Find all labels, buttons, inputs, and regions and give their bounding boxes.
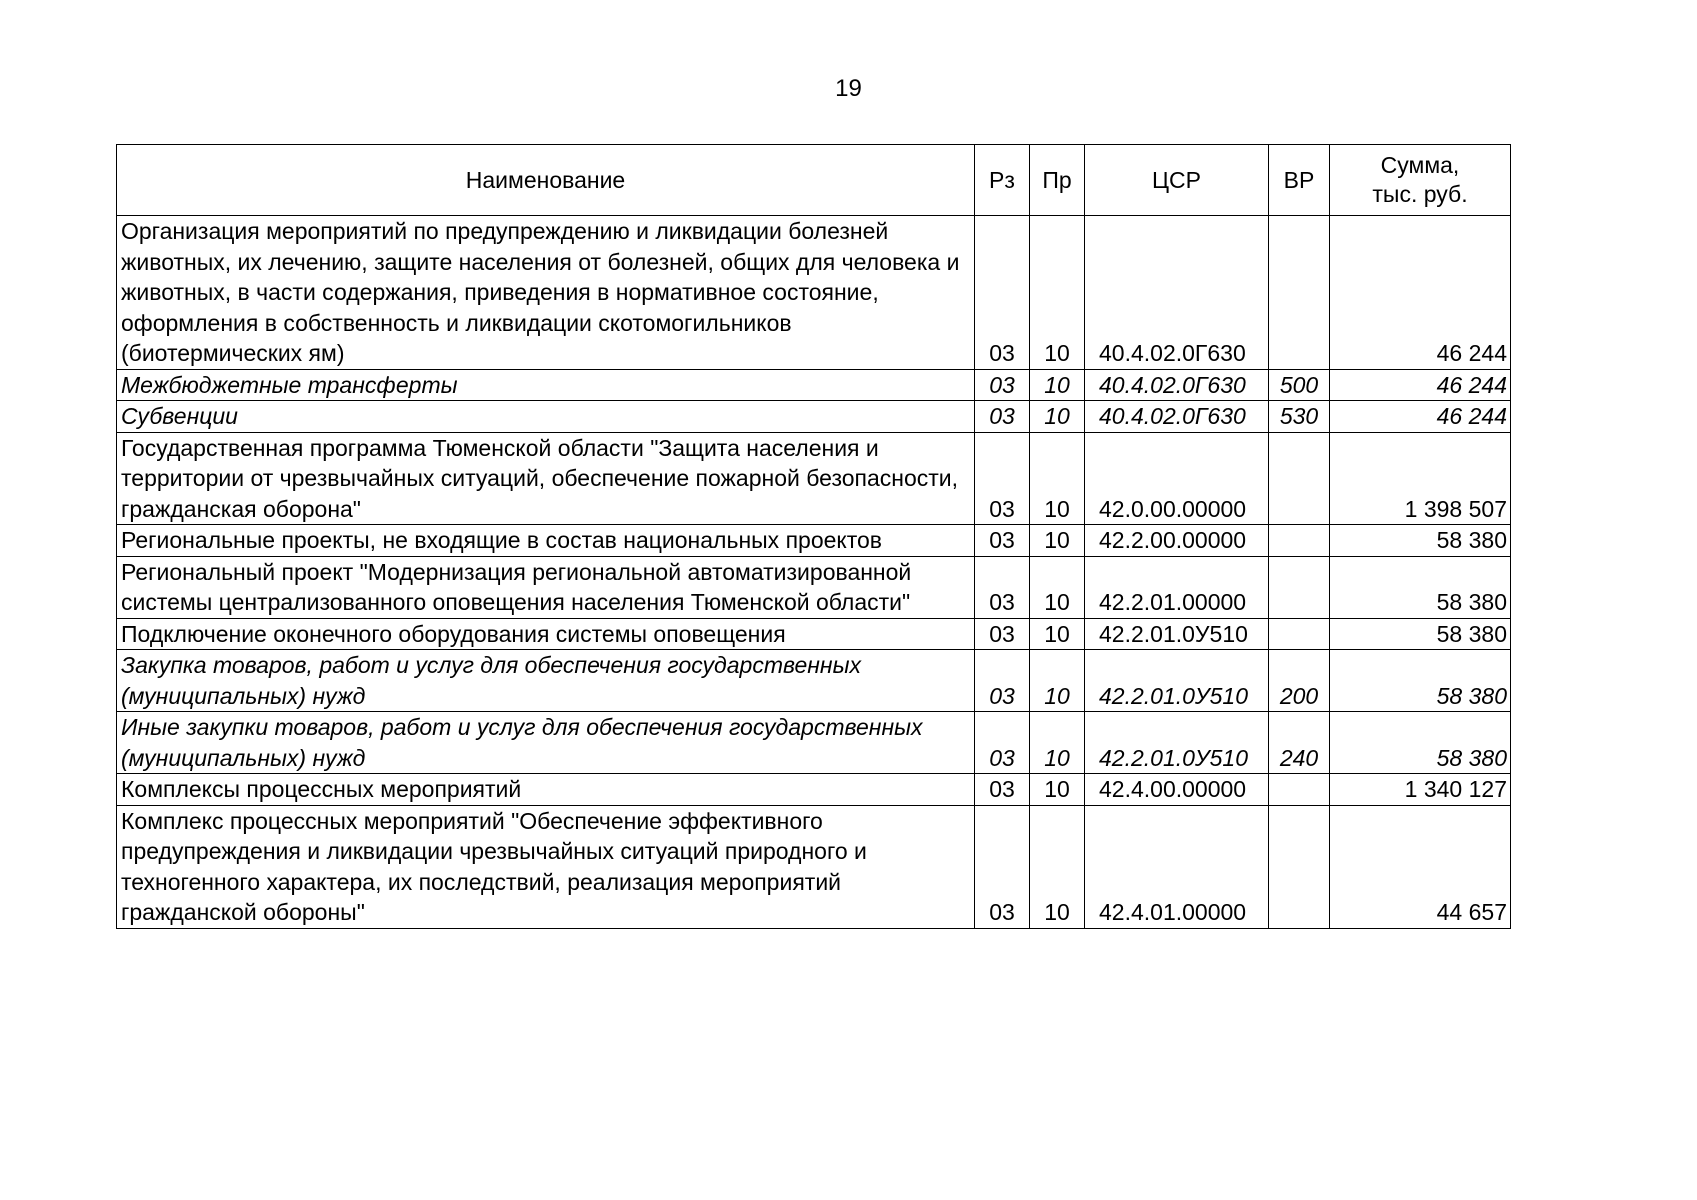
cell-pr: 10 — [1030, 618, 1085, 650]
cell-rz: 03 — [975, 618, 1030, 650]
cell-name: Региональный проект "Модернизация региональной автоматизированной системы централизованного оповещения населения Тюменской области" — [117, 556, 975, 618]
cell-rz: 03 — [975, 712, 1030, 774]
cell-vr: 530 — [1269, 401, 1330, 433]
cell-pr: 10 — [1030, 774, 1085, 806]
cell-vr: 500 — [1269, 369, 1330, 401]
cell-rz: 03 — [975, 774, 1030, 806]
cell-csr: 42.2.01.00000 — [1085, 556, 1269, 618]
cell-vr — [1269, 774, 1330, 806]
cell-sum: 58 380 — [1330, 712, 1511, 774]
cell-csr: 42.2.00.00000 — [1085, 525, 1269, 557]
table-row — [117, 650, 1511, 712]
table-row — [117, 216, 1511, 370]
cell-pr: 10 — [1030, 556, 1085, 618]
header-sum-line2: тыс. руб. — [1372, 181, 1468, 207]
cell-rz: 03 — [975, 525, 1030, 557]
cell-csr: 42.2.01.0У510 — [1085, 618, 1269, 650]
cell-pr: 10 — [1030, 650, 1085, 712]
cell-csr: 40.4.02.0Г630 — [1085, 216, 1269, 370]
cell-rz: 03 — [975, 432, 1030, 525]
cell-pr: 10 — [1030, 369, 1085, 401]
cell-rz: 03 — [975, 556, 1030, 618]
cell-name: Комплексы процессных мероприятий — [117, 774, 975, 806]
cell-vr — [1269, 556, 1330, 618]
cell-pr: 10 — [1030, 216, 1085, 370]
cell-csr: 40.4.02.0Г630 — [1085, 369, 1269, 401]
table-body — [117, 216, 1511, 929]
header-pr: Пр — [1030, 145, 1085, 216]
cell-rz: 03 — [975, 401, 1030, 433]
table-row — [117, 774, 1511, 806]
cell-rz: 03 — [975, 216, 1030, 370]
cell-sum: 46 244 — [1330, 401, 1511, 433]
cell-sum: 46 244 — [1330, 369, 1511, 401]
cell-name: Организация мероприятий по предупреждению и ликвидации болезней животных, их лечению, защите населения от болезней, общих для человека и животных, в части содержания, приведения в нормативное состояние, оформления в собственность и ликвидации скотомогильников (биотермических ям) — [117, 216, 975, 370]
cell-csr: 42.2.01.0У510 — [1085, 712, 1269, 774]
cell-name: Региональные проекты, не входящие в состав национальных проектов — [117, 525, 975, 557]
table-row — [117, 805, 1511, 928]
cell-vr — [1269, 618, 1330, 650]
header-sum-line1: Сумма, — [1380, 152, 1460, 178]
cell-vr — [1269, 525, 1330, 557]
cell-pr: 10 — [1030, 432, 1085, 525]
cell-name: Комплекс процессных мероприятий "Обеспечение эффективного предупреждения и ликвидации чрезвычайных ситуаций природного и техногенного характера, их последствий, реализация мероприятий гражданской обороны" — [117, 805, 975, 928]
cell-pr: 10 — [1030, 525, 1085, 557]
cell-name: Межбюджетные трансферты — [117, 369, 975, 401]
cell-sum: 46 244 — [1330, 216, 1511, 370]
cell-name: Государственная программа Тюменской области "Защита населения и территории от чрезвычайных ситуаций, обеспечение пожарной безопасности, гражданская оборона" — [117, 432, 975, 525]
table-row — [117, 712, 1511, 774]
cell-vr: 200 — [1269, 650, 1330, 712]
cell-name: Подключение оконечного оборудования системы оповещения — [117, 618, 975, 650]
cell-rz: 03 — [975, 805, 1030, 928]
cell-csr: 42.4.01.00000 — [1085, 805, 1269, 928]
page-number: 19 — [835, 75, 862, 102]
table-row — [117, 369, 1511, 401]
table-row — [117, 401, 1511, 433]
table-row — [117, 556, 1511, 618]
cell-rz: 03 — [975, 369, 1030, 401]
cell-sum: 44 657 — [1330, 805, 1511, 928]
cell-vr — [1269, 216, 1330, 370]
cell-name: Закупка товаров, работ и услуг для обеспечения государственных (муниципальных) нужд — [117, 650, 975, 712]
cell-pr: 10 — [1030, 401, 1085, 433]
cell-pr: 10 — [1030, 712, 1085, 774]
header-vr: ВР — [1269, 145, 1330, 216]
cell-sum: 58 380 — [1330, 650, 1511, 712]
cell-name: Иные закупки товаров, работ и услуг для обеспечения государственных (муниципальных) нужд — [117, 712, 975, 774]
table-row — [117, 618, 1511, 650]
cell-vr — [1269, 805, 1330, 928]
cell-sum: 58 380 — [1330, 618, 1511, 650]
cell-name: Субвенции — [117, 401, 975, 433]
cell-csr: 40.4.02.0Г630 — [1085, 401, 1269, 433]
header-csr: ЦСР — [1085, 145, 1269, 216]
header-name: Наименование — [117, 145, 975, 216]
table-row — [117, 525, 1511, 557]
cell-vr: 240 — [1269, 712, 1330, 774]
table-header-row — [117, 145, 1511, 216]
cell-pr: 10 — [1030, 805, 1085, 928]
cell-sum: 1 398 507 — [1330, 432, 1511, 525]
cell-vr — [1269, 432, 1330, 525]
cell-csr: 42.4.00.00000 — [1085, 774, 1269, 806]
header-sum — [1330, 145, 1511, 216]
header-rz: Рз — [975, 145, 1030, 216]
cell-rz: 03 — [975, 650, 1030, 712]
cell-sum: 58 380 — [1330, 525, 1511, 557]
cell-csr: 42.2.01.0У510 — [1085, 650, 1269, 712]
table-row — [117, 432, 1511, 525]
cell-csr: 42.0.00.00000 — [1085, 432, 1269, 525]
cell-sum: 58 380 — [1330, 556, 1511, 618]
cell-sum: 1 340 127 — [1330, 774, 1511, 806]
budget-table — [116, 144, 1511, 929]
